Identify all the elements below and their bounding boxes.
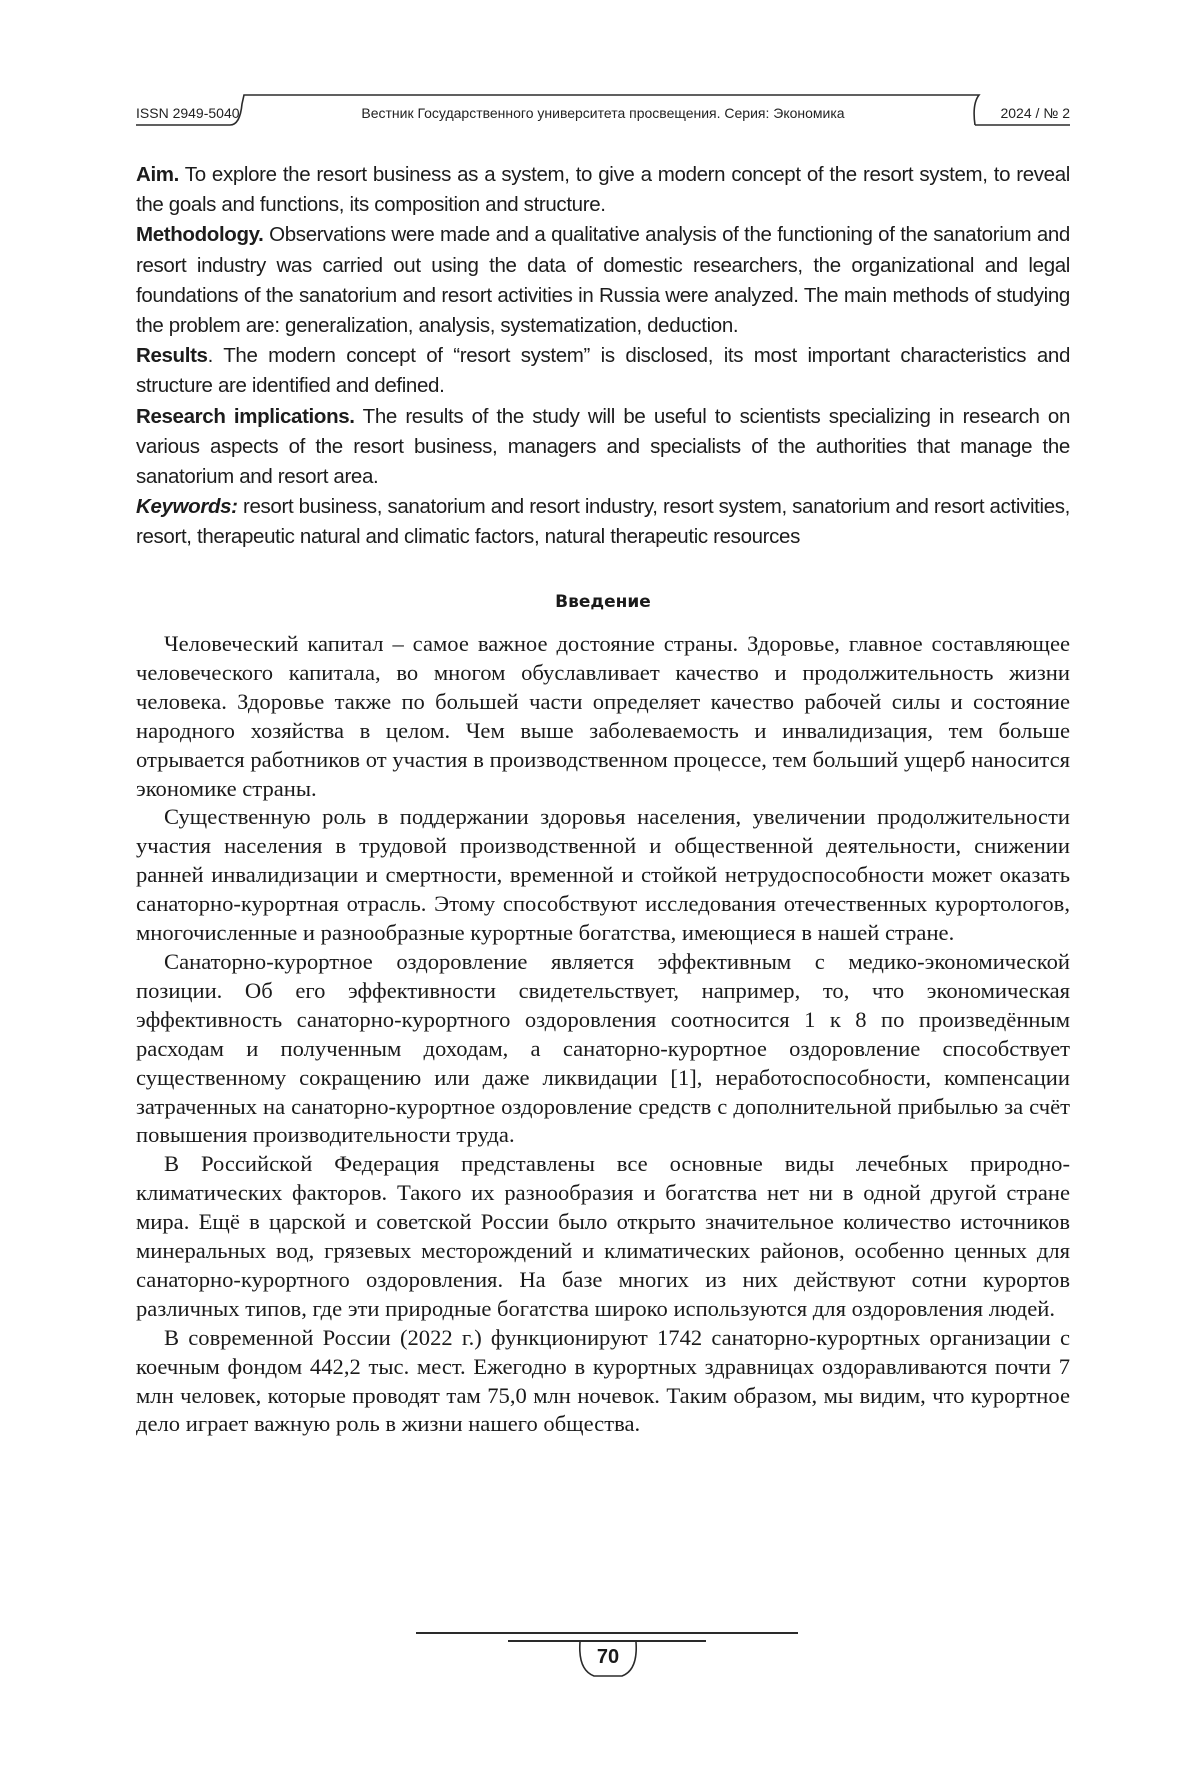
keywords-label: Keywords: bbox=[136, 495, 238, 518]
paragraph: Человеческий капитал – самое важное достояние страны. Здоровье, главное составляющее человеческого капитала, во многом обуславливает качество и продолжительность жизни человека. Здоровье также по большей части определяет качество рабочей силы и состояние народного хозяйства в целом. Чем выше заболеваемость и инвалидизация, тем больше отрывается работников от участия в производственном процессе, тем больший ущерб наносится экономике страны. bbox=[136, 630, 1070, 803]
paragraph: В Российской Федерация представлены все основные виды лечебных природно-климатических факторов. Такого их разнообразия и богатства нет ни в одной другой стране мира. Ещё в царской и советской России было открыто значительное количество источников минеральных вод, грязевых месторождений и климатических районов, особенно ценных для санаторно-курортного оздоровления. На базе многих из них действуют сотни курортов различных типов, где эти природные богатства широко используются для оздоровления людей. bbox=[136, 1150, 1070, 1323]
keywords-text: resort business, sanatorium and resort industry, resort system, sanatorium and resort activities, resort, therapeutic natural and climatic factors, natural therapeutic resources bbox=[136, 495, 1070, 548]
journal-page bbox=[0, 0, 1200, 1783]
issn: ISSN 2949-5040 bbox=[136, 105, 240, 121]
abstract-keywords bbox=[136, 492, 1070, 552]
abstract-implications bbox=[136, 402, 1070, 493]
implications-label: Research implications. bbox=[136, 405, 355, 428]
footer-rule-top bbox=[416, 1632, 798, 1634]
paragraph: В современной России (2022 г.) функционируют 1742 санаторно-курортных организации с коечным фондом 442,2 тыс. мест. Ежегодно в курортных здравницах оздоравливаются почти 7 млн человек, которые проводят там 75,0 млн ночевок. Таким образом, мы видим, что курортное дело играет важную роль в жизни нашего общества. bbox=[136, 1324, 1070, 1440]
abstract-results bbox=[136, 341, 1070, 401]
journal-title: Вестник Государственного университета просвещения. Серия: Экономика bbox=[356, 105, 850, 121]
methodology-label: Methodology. bbox=[136, 223, 264, 246]
results-text: . The modern concept of “resort system” is disclosed, its most important characteristics and structure are identified and defined. bbox=[136, 344, 1070, 397]
implications-text: The results of the study will be useful to scientists specializing in research on various aspects of the resort business, managers and specialists of the authorities that manage the sanatorium and resort area. bbox=[136, 405, 1070, 488]
issue-number: 2024 / № 2 bbox=[1000, 105, 1070, 121]
page-number: 70 bbox=[576, 1646, 640, 1669]
paragraph: Существенную роль в поддержании здоровья населения, увеличении продолжительности участия населения в трудовой производственной и общественной деятельности, снижении ранней инвалидизации и смертности, временной и стойкой нетрудоспособности может оказать санаторно-курортная отрасль. Этому способствуют исследования отечественных курортологов, многочисленные и разнообразные курортные богатства, имеющиеся в нашей стране. bbox=[136, 803, 1070, 948]
abstract-methodology bbox=[136, 220, 1070, 341]
aim-text: To explore the resort business as a system, to give a modern concept of the resort system, to reveal the goals and functions, its composition and structure. bbox=[136, 163, 1070, 216]
abstract-aim bbox=[136, 160, 1070, 220]
paragraph: Санаторно-курортное оздоровление является эффективным с медико-экономической позиции. Об его эффективности свидетельствует, например, то, что экономическая эффективность санаторно-курортного оздоровления соотносится 1 к 8 по произведённым расходам и полученным доходам, а санаторно-курортное оздоровление способствует существенному сокращению или даже ликвидации [1], неработоспособности, компенсации затраченных на санаторно-курортное оздоровление средств с дополнительной прибылью за счёт повышения производительности труда. bbox=[136, 948, 1070, 1150]
results-label: Results bbox=[136, 344, 208, 367]
section-title: Введение bbox=[136, 592, 1070, 612]
abstract bbox=[136, 160, 1070, 553]
aim-label: Aim. bbox=[136, 163, 179, 186]
body-text bbox=[136, 630, 1070, 1439]
running-header bbox=[136, 92, 1070, 136]
methodology-text: Observations were made and a qualitative analysis of the functioning of the sanatorium and resort industry was carried out using the data of domestic researchers, the organizational and legal foundations of the sanatorium and resort activities in Russia were analyzed. The main methods of studying the problem are: generalization, analysis, systematization, deduction. bbox=[136, 223, 1070, 337]
